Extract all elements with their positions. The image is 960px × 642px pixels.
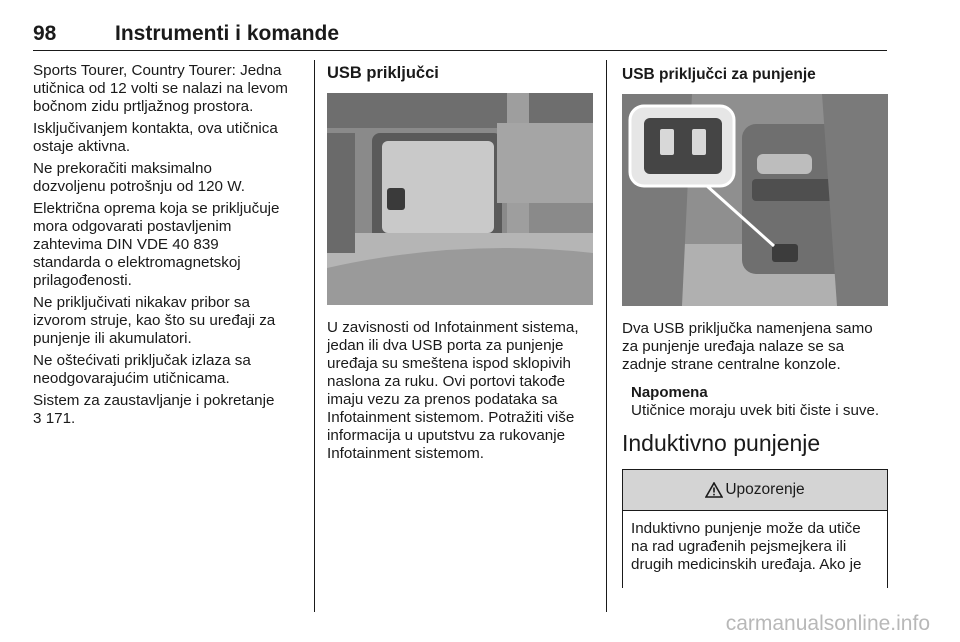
rear-console-usb-photo <box>622 94 888 306</box>
warning-title: Upozorenje <box>725 481 805 498</box>
warning-header <box>623 470 887 511</box>
note-box <box>631 384 888 420</box>
arrow-icon: 3 <box>33 410 42 427</box>
page-number: 98 <box>33 22 57 45</box>
warning-box <box>622 469 888 588</box>
warning-text: Induktivno punjenje može da utiče na rad ugrađenih pejsmejkera ili drugih medicinskih uređaja. Ako je <box>631 520 862 573</box>
paragraph: Dva USB priključka namenjena samo za punjenje uređaja nalaze se sa zadnje strane centralne konzole. <box>622 320 873 373</box>
column-divider <box>314 60 315 612</box>
note-text: Utičnice moraju uvek biti čiste i suve. <box>631 402 880 419</box>
page-ref-link[interactable]: 3 171. <box>33 410 76 427</box>
chapter-title: Instrumenti i komande <box>115 22 340 45</box>
section-heading: USB priključci <box>327 64 439 82</box>
section-title: Induktivno punjenje <box>622 430 821 456</box>
column-middle <box>327 62 593 467</box>
paragraph: Sistem za zaustavljanje i pokretanje 3 171. <box>33 392 275 427</box>
note-title: Napomena <box>631 384 708 401</box>
header-divider <box>33 50 887 51</box>
page-header <box>33 22 887 52</box>
paragraph: Ne oštećivati priključak izlaza sa neodgovarajućim utičnicama. <box>33 352 251 387</box>
warning-triangle-icon <box>705 482 723 498</box>
paragraph: U zavisnosti od Infotainment sistema, jedan ili dva USB porta za punjenje uređaja su smeštena ispod sklopivih naslona za ruku. Ovi portovi takođe imaju vezu za prenos podataka sa Infotainment sistemom. Potražiti više informacija u uputstvu za rukovanje Infotainment sistemom. <box>327 319 579 462</box>
column-right <box>622 62 888 588</box>
watermark: carmanualsonline.info <box>725 612 930 635</box>
paragraph: Električna oprema koja se priključuje mora odgovarati postavljenim zahtevima DIN VDE 40 839 standarda o elektromagnetskoj prilagođenosti. <box>33 200 280 289</box>
paragraph: Ne prekoračiti maksimalno dozvoljenu potrošnju od 120 W. <box>33 160 245 195</box>
paragraph: Isključivanjem kontakta, ova utičnica ostaje aktivna. <box>33 120 278 155</box>
section-heading: USB priključci za punjenje <box>622 66 816 83</box>
usb-port-icon <box>387 188 405 210</box>
paragraph: Sports Tourer, Country Tourer: Jedna utičnica od 12 volti se nalazi na levom bočnom zidu prtljažnog prostora. <box>33 62 288 115</box>
paragraph: Ne priključivati nikakav pribor sa izvorom struje, kao što su uređaji za punjenje ili akumulatori. <box>33 294 276 347</box>
usb-armrest-photo <box>327 93 593 305</box>
column-divider <box>606 60 607 612</box>
column-left <box>33 62 305 432</box>
